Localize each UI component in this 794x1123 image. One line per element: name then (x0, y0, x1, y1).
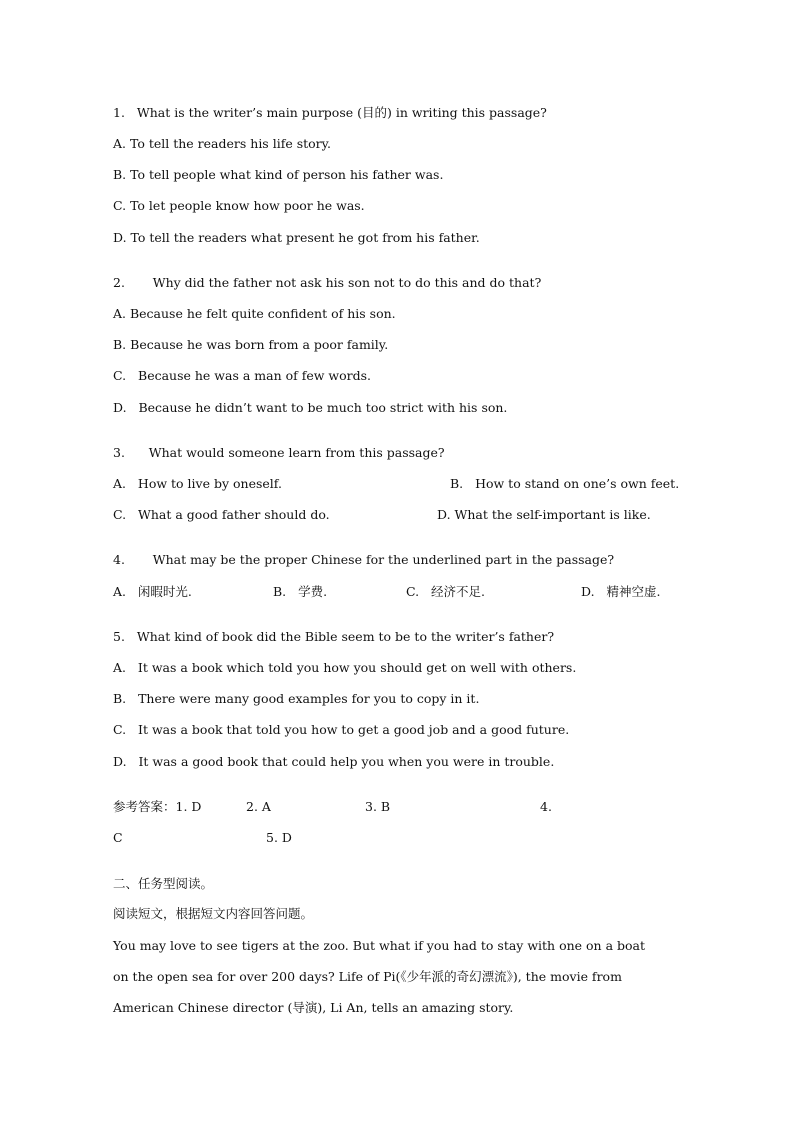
question-2-option-d: D. Because he didn’t want to be much too strict with his son. (113, 400, 508, 415)
question-5-option-b: B. There were many good examples for you to copy in it. (113, 691, 480, 706)
question-5-stem: 5. What kind of book did the Bible seem to be to the writer’s father? (113, 629, 555, 644)
answer-4-number: 4. (540, 799, 552, 814)
answer-2: 2. A (246, 799, 271, 814)
answer-4-value: C (113, 830, 123, 845)
question-3-option-c: C. What a good father should do. (113, 507, 330, 522)
question-5-option-d: D. It was a good book that could help you when you were in trouble. (113, 754, 555, 769)
passage-line-2: on the open sea for over 200 days? Life of Pi(《少年派的奇幻漂流》), the movie from (113, 969, 622, 984)
passage-line-1: You may love to see tigers at the zoo. But what if you had to stay with one on a boat (113, 938, 645, 953)
question-3-option-a: A. How to live by oneself. (113, 476, 282, 491)
question-2-option-c: C. Because he was a man of few words. (113, 368, 372, 383)
section-instruction: 阅读短文，根据短文内容回答问题。 (113, 906, 314, 921)
question-1-option-d: D. To tell the readers what present he got from his father. (113, 230, 480, 245)
question-5-option-a: A. It was a book which told you how you should get on well with others. (113, 660, 577, 675)
question-2-option-b: B. Because he was born from a poor family. (113, 337, 389, 352)
question-1-option-b: B. To tell people what kind of person his father was. (113, 167, 444, 182)
question-1-stem: 1. What is the writer’s main purpose (目的) in writing this passage? (113, 105, 547, 120)
answer-3: 3. B (365, 799, 391, 814)
question-1-option-c: C. To let people know how poor he was. (113, 198, 365, 213)
section-heading: 二、任务型阅读。 (113, 876, 214, 891)
question-2-option-a: A. Because he felt quite confident of his son. (113, 306, 396, 321)
question-3-option-d: D. What the self-important is like. (437, 507, 651, 522)
question-5-option-c: C. It was a book that told you how to get a good job and a good future. (113, 722, 570, 737)
question-4-option-c: C. 经济不足. (406, 584, 485, 599)
question-3-option-b: B. How to stand on one’s own feet. (450, 476, 680, 491)
answer-key-label: 参考答案：1. D (113, 799, 202, 814)
question-4-option-d: D. 精神空虚. (581, 584, 661, 599)
question-1-option-a: A. To tell the readers his life story. (113, 136, 332, 151)
question-3-stem: 3. What would someone learn from this passage? (113, 445, 445, 460)
answer-5: 5. D (266, 830, 292, 845)
passage-line-3: American Chinese director (导演), Li An, tells an amazing story. (113, 1000, 514, 1015)
question-4-stem: 4. What may be the proper Chinese for the underlined part in the passage? (113, 552, 615, 567)
question-4-option-a: A. 闲暇时光. (113, 584, 192, 599)
question-2-stem: 2. Why did the father not ask his son not to do this and do that? (113, 275, 542, 290)
question-4-option-b: B. 学费. (273, 584, 328, 599)
